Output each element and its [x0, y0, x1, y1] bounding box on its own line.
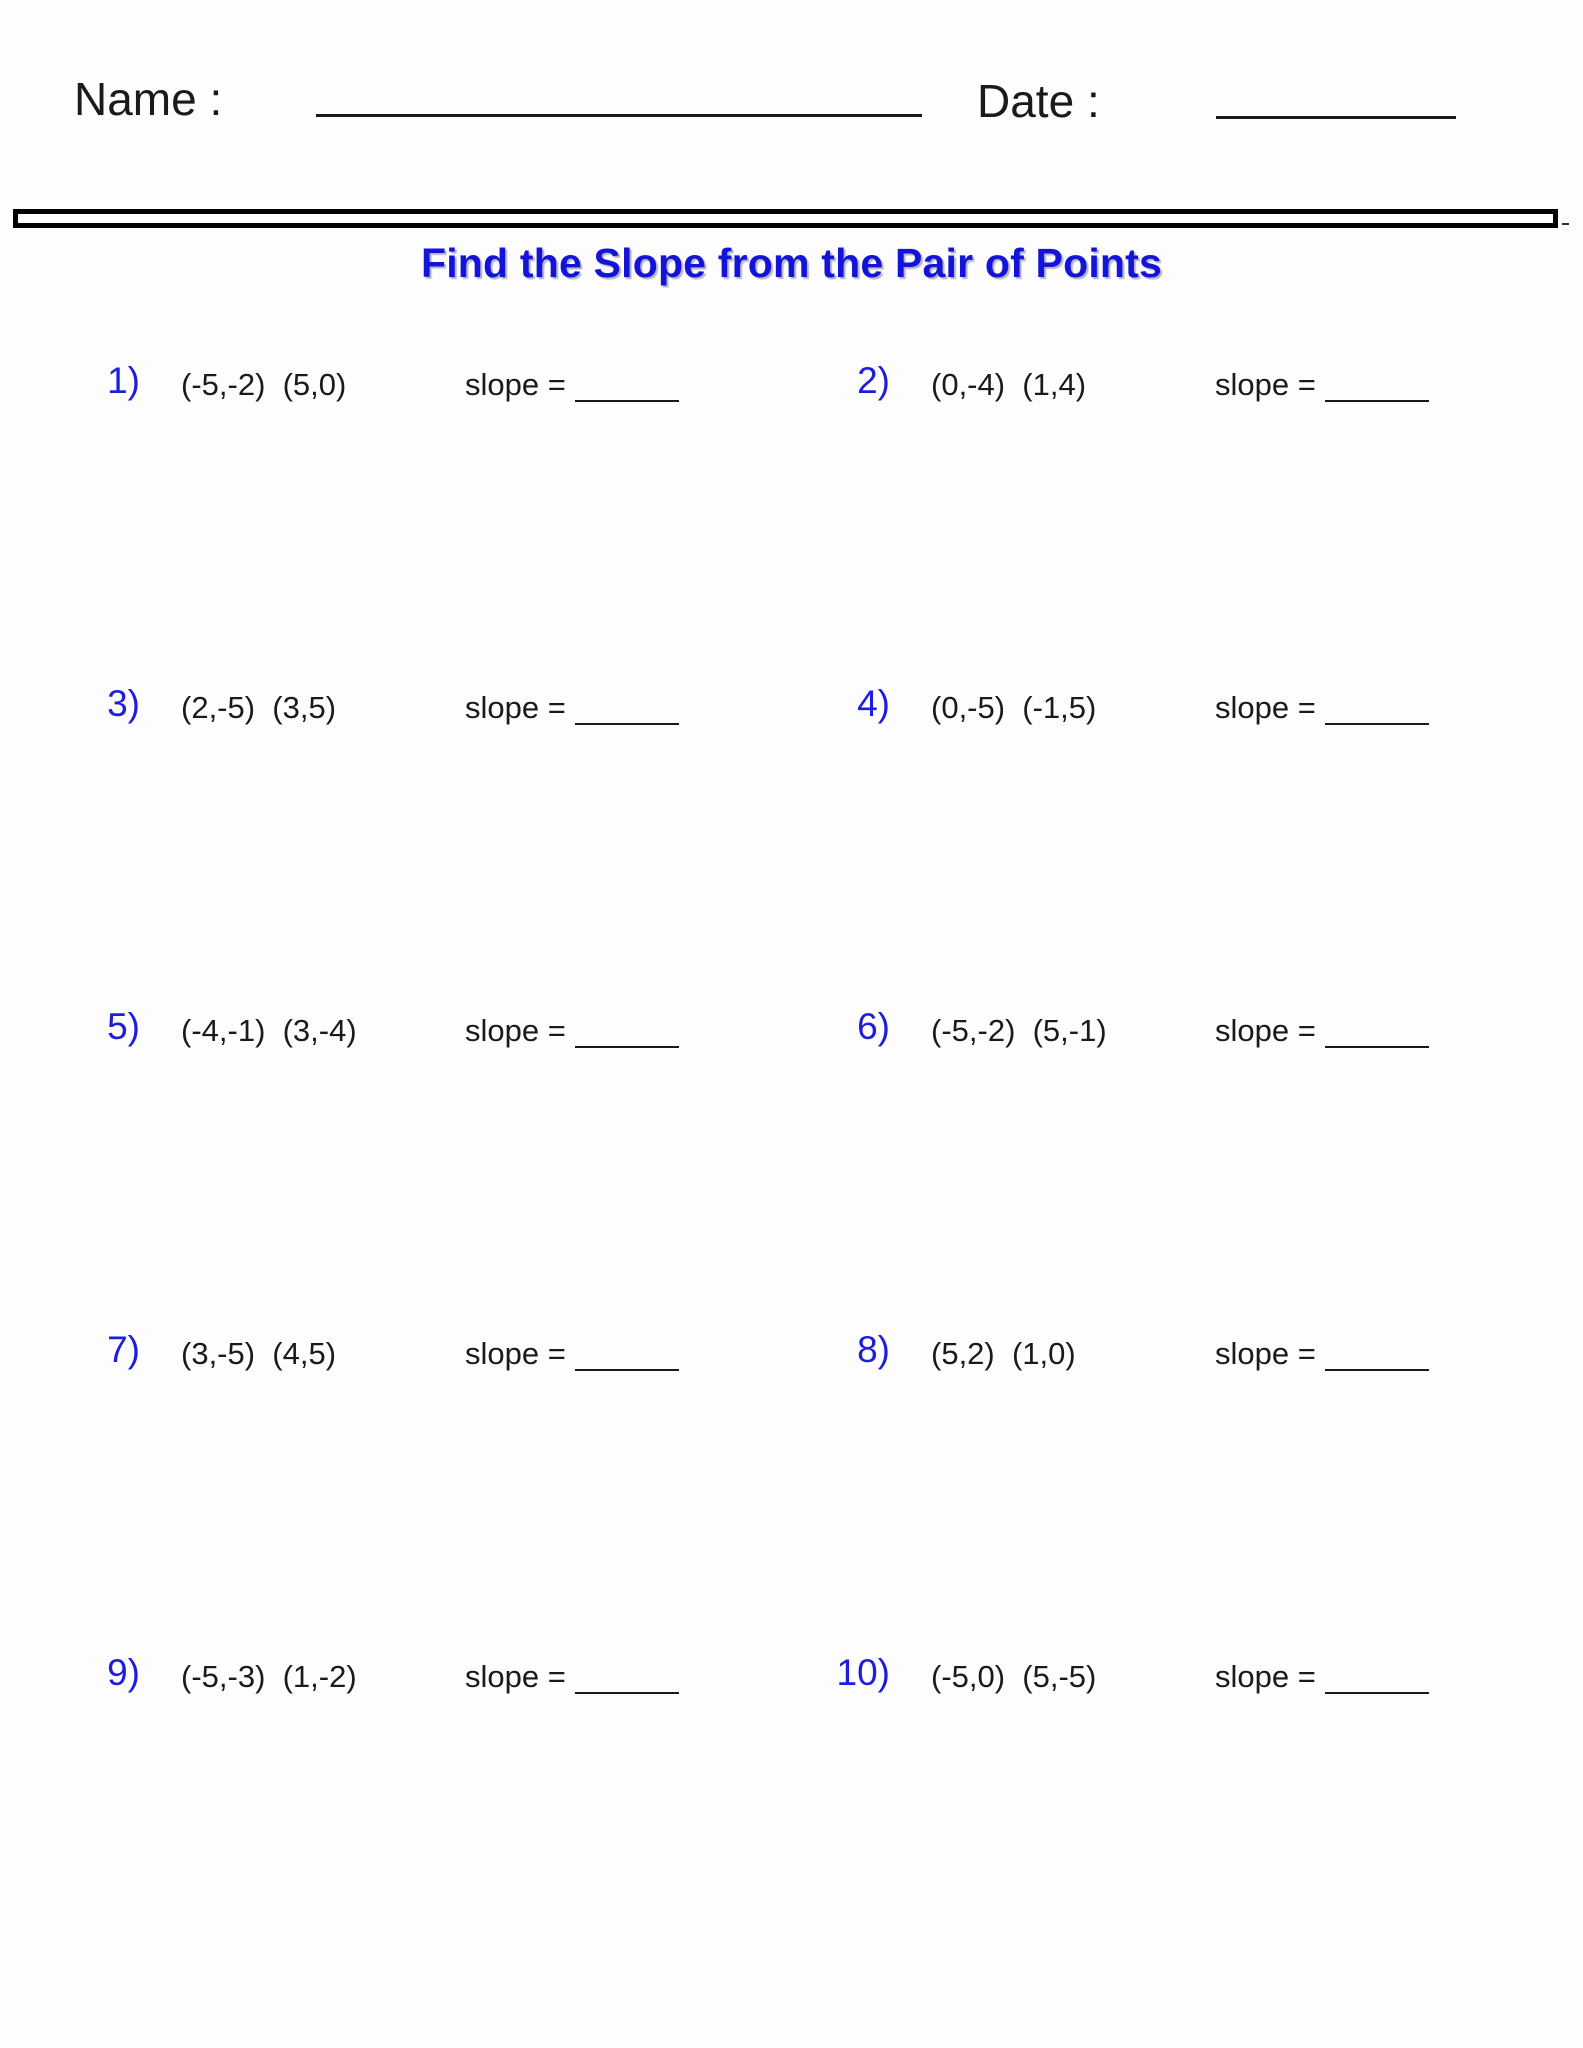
- edge-mark: [1562, 223, 1569, 225]
- slope-answer-field[interactable]: [575, 723, 679, 725]
- problem-number: 3): [107, 683, 140, 724]
- date-field[interactable]: [1216, 116, 1456, 119]
- problem-points: (5,2) (1,0): [931, 1336, 1076, 1371]
- slope-label: slope =: [465, 367, 566, 402]
- slope-answer-field[interactable]: [1325, 723, 1429, 725]
- slope-label: slope =: [465, 1659, 566, 1694]
- problem-number: 6): [857, 1006, 890, 1047]
- problem-points: (-5,-3) (1,-2): [181, 1659, 357, 1694]
- problem-number: 4): [857, 683, 890, 724]
- problem-points: (3,-5) (4,5): [181, 1336, 337, 1371]
- slope-answer-field[interactable]: [1325, 1692, 1429, 1694]
- slope-answer-field[interactable]: [575, 1046, 679, 1048]
- slope-label: slope =: [465, 1013, 566, 1048]
- problem-points: (0,-4) (1,4): [931, 367, 1087, 402]
- problem-number: 2): [857, 360, 890, 401]
- problem-points: (-5,0) (5,-5): [931, 1659, 1097, 1694]
- date-label: Date :: [977, 75, 1100, 127]
- problem-number: 9): [107, 1652, 140, 1693]
- slope-label: slope =: [465, 1336, 566, 1371]
- name-label: Name :: [74, 73, 223, 125]
- problem-number: 10): [836, 1652, 890, 1693]
- problem-number: 8): [857, 1329, 890, 1370]
- slope-answer-field[interactable]: [575, 1369, 679, 1371]
- problem-points: (-5,-2) (5,0): [181, 367, 347, 402]
- slope-label: slope =: [465, 690, 566, 725]
- slope-answer-field[interactable]: [1325, 1369, 1429, 1371]
- problem-number: 7): [107, 1329, 140, 1370]
- problem-points: (-4,-1) (3,-4): [181, 1013, 357, 1048]
- slope-answer-field[interactable]: [575, 1692, 679, 1694]
- slope-label: slope =: [1215, 1013, 1316, 1048]
- problem-points: (2,-5) (3,5): [181, 690, 337, 725]
- slope-label: slope =: [1215, 690, 1316, 725]
- problem-points: (-5,-2) (5,-1): [931, 1013, 1107, 1048]
- slope-answer-field[interactable]: [1325, 1046, 1429, 1048]
- slope-label: slope =: [1215, 1659, 1316, 1694]
- problem-number: 1): [107, 360, 140, 401]
- name-field[interactable]: [316, 114, 922, 117]
- slope-answer-field[interactable]: [1325, 400, 1429, 402]
- header-divider: [13, 209, 1558, 228]
- slope-answer-field[interactable]: [575, 400, 679, 402]
- slope-label: slope =: [1215, 1336, 1316, 1371]
- problem-number: 5): [107, 1006, 140, 1047]
- problem-points: (0,-5) (-1,5): [931, 690, 1097, 725]
- slope-label: slope =: [1215, 367, 1316, 402]
- worksheet-title: Find the Slope from the Pair of Points: [420, 240, 1163, 286]
